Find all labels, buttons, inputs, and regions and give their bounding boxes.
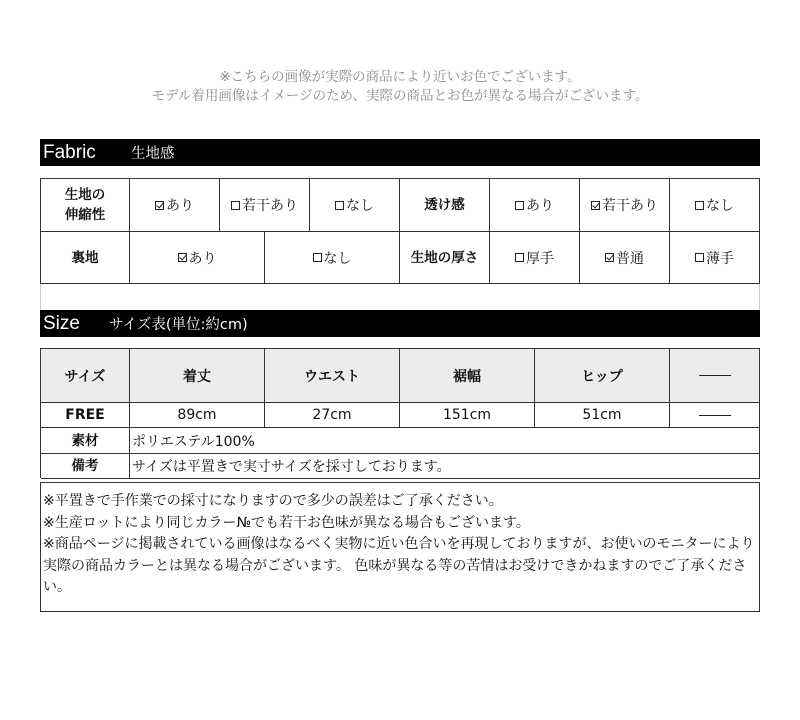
option-label: なし (346, 198, 374, 214)
sheer-option-ari (490, 179, 580, 232)
material-label: 素材 (41, 428, 130, 454)
option-label: 普通 (616, 250, 644, 267)
value-length: 89cm (130, 403, 265, 428)
sheer-option-nashi (670, 179, 760, 232)
color-notice-line-1: ※こちらの画像が実際の商品により近いお色でございます。 (219, 69, 581, 85)
option-label: なし (706, 198, 734, 214)
fabric-section-header (40, 139, 760, 166)
checked-box-icon (605, 253, 614, 262)
header-hip: ヒップ (535, 349, 670, 403)
header-hem-width: 裾幅 (400, 349, 535, 403)
unchecked-box-icon (231, 201, 240, 210)
size-title-jp: サイズ表(単位:約cm) (109, 317, 248, 333)
remarks-value: サイズは平置きで実寸サイズを採寸しております。 (130, 454, 760, 479)
thickness-label: 生地の厚さ (400, 232, 490, 284)
stretch-option-jakkan (220, 179, 310, 232)
fabric-title-en: Fabric (43, 142, 96, 163)
fabric-table (40, 178, 760, 284)
value-blank (670, 403, 760, 428)
notes-box (40, 482, 760, 612)
material-value: ポリエステル100% (130, 428, 760, 454)
unchecked-box-icon (695, 253, 704, 262)
value-hem-width: 151cm (400, 403, 535, 428)
header-waist: ウエスト (265, 349, 400, 403)
thickness-option-atsude (490, 232, 580, 284)
dash-mark (699, 375, 731, 376)
color-notice-line-2: モデル着用画像はイメージのため、実際の商品とお色が異なる場合がございます。 (151, 88, 649, 104)
value-hip: 51cm (535, 403, 670, 428)
note-measurement: ※平置きで手作業での採寸になりますので多少の誤差はご了承ください。 (43, 493, 503, 509)
option-label: 厚手 (526, 250, 554, 267)
section-gap (40, 284, 760, 310)
option-label: 若干あり (242, 198, 298, 214)
thickness-option-usude (670, 232, 760, 284)
size-section-header (40, 310, 760, 337)
note-lot-color: ※生産ロットにより同じカラー№でも若干お色味が異なる場合もございます。 (43, 514, 530, 531)
checked-box-icon (591, 201, 600, 210)
option-label: なし (323, 250, 352, 267)
stretch-option-ari (130, 179, 220, 232)
unchecked-box-icon (515, 253, 524, 262)
size-title-en: Size (43, 313, 80, 334)
unchecked-box-icon (313, 253, 322, 262)
remarks-label: 備考 (41, 454, 130, 479)
stretch-label-line-1: 生地の (64, 187, 106, 203)
sheer-option-jakkan (580, 179, 670, 232)
option-label: あり (166, 198, 194, 214)
stretch-label-line-2: 伸縮性 (64, 207, 106, 223)
sheer-label: 透け感 (400, 179, 490, 232)
color-notice (0, 68, 800, 106)
size-free: FREE (41, 403, 130, 428)
option-label: あり (188, 250, 217, 267)
size-table (40, 348, 760, 478)
checked-box-icon (155, 201, 164, 210)
thickness-option-futsu (580, 232, 670, 284)
dash-mark (699, 415, 731, 416)
lining-label: 裏地 (41, 232, 130, 284)
unchecked-box-icon (515, 201, 524, 210)
unchecked-box-icon (335, 201, 344, 210)
note-monitor-color: ※商品ページに掲載されている画像はなるべく実物に近い色合いを再現しておりますが、お使いのモニターにより実際の商品カラーとは異なる場合がございます。 色味が異なる等の苦情はお受けできかねますのでご了承ください。 (43, 536, 755, 595)
option-label: あり (526, 198, 554, 214)
option-label: 薄手 (706, 250, 734, 267)
checked-box-icon (178, 253, 187, 262)
stretch-option-nashi (310, 179, 400, 232)
lining-option-ari (130, 232, 265, 284)
header-size: サイズ (41, 349, 130, 403)
header-length: 着丈 (130, 349, 265, 403)
value-waist: 27cm (265, 403, 400, 428)
unchecked-box-icon (695, 201, 704, 210)
option-label: 若干あり (602, 198, 658, 214)
header-blank (670, 349, 760, 403)
lining-option-nashi (265, 232, 400, 284)
fabric-title-jp: 生地感 (131, 146, 175, 162)
stretch-label (41, 179, 130, 232)
